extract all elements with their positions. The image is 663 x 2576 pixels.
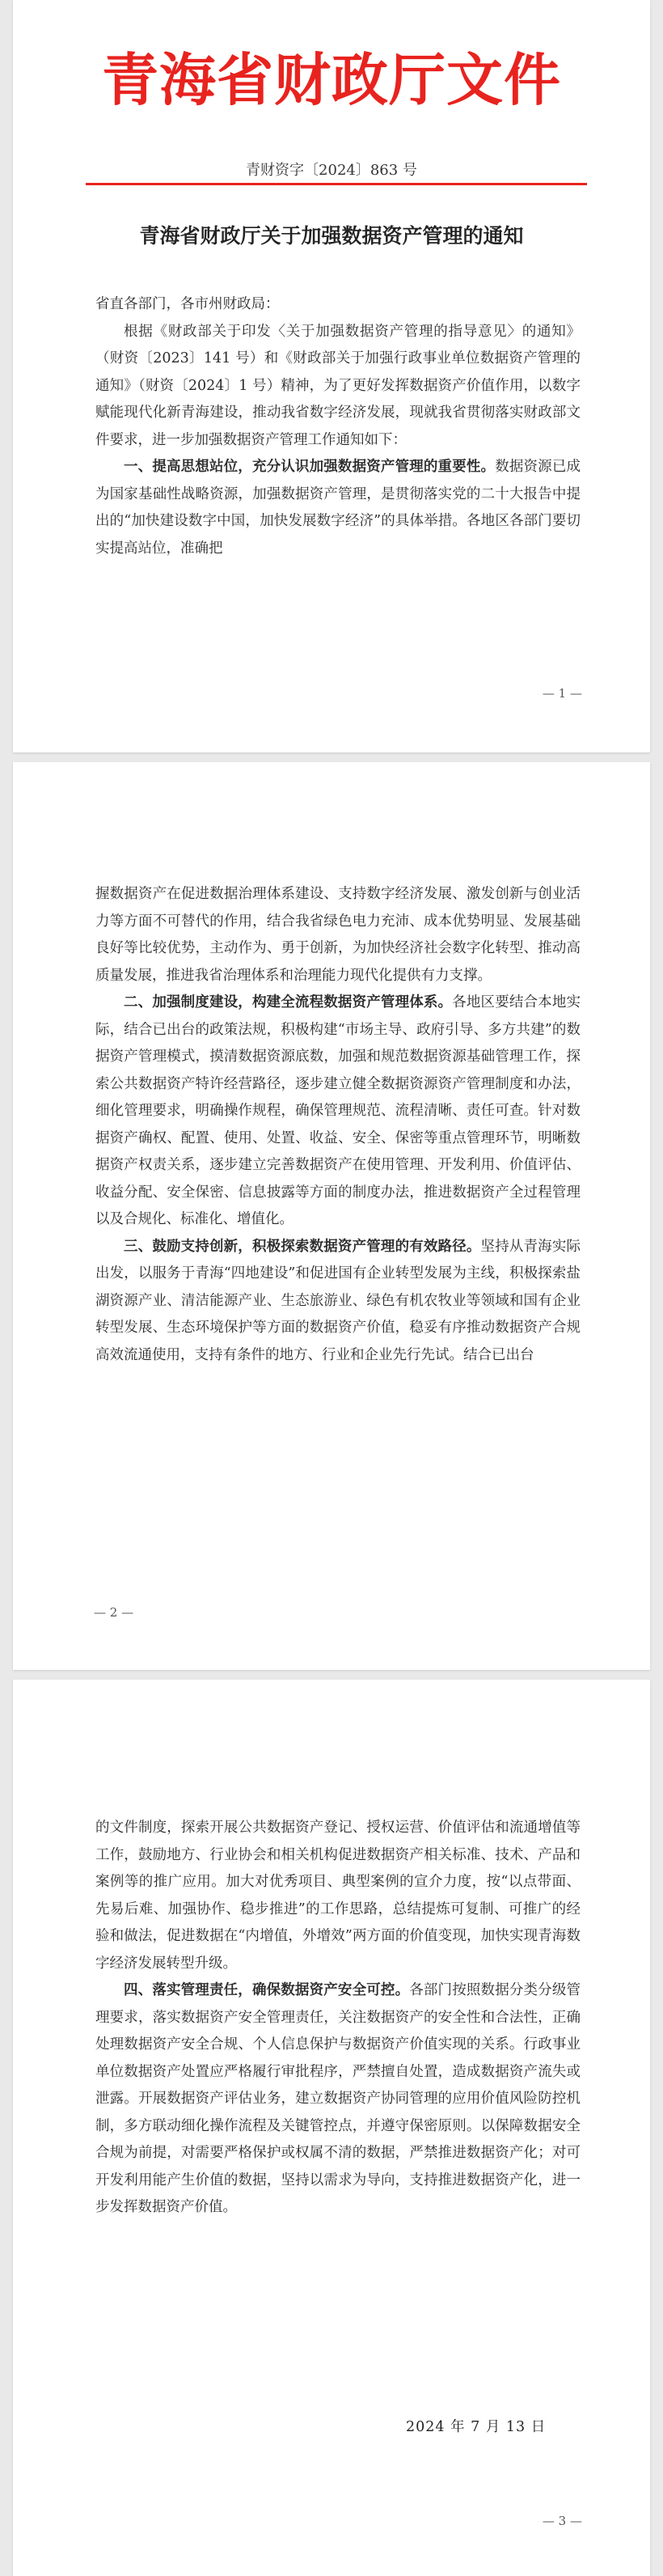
signature-date: 2024 年 7 月 13 日 [406, 2419, 547, 2435]
section-1-paragraph [95, 454, 581, 562]
section-2-heading: 二、加强制度建设，构建全流程数据资产管理体系。 [124, 994, 453, 1010]
section-2-body: 各地区要结合本地实际，结合已出台的政策法规，积极构建“市场主导、政府引导、多方共建”的数据资产管理模式，摸清数据资源底数，加强和规范数据资源基础管理工作，探索公共数据资产特许经营路径，逐步建立健全数据资源资产管理制度和办法，细化管理要求，明确操作规程，确保管理规范、流程清晰、责任可查。针对数据资产确权、配置、使用、处置、收益、安全、保密等重点管理环节，明晰数据资产权责关系，逐步建立完善数据资产在使用管理、开发利用、价值评估、收益分配、安全保密、信息披露等方面的制度办法，推进数据资产全过程管理以及合规化、标准化、增值化。 [95, 994, 581, 1227]
page-1-body [95, 291, 581, 562]
notice-title: 青海省财政厅关于加强数据资产管理的通知 [139, 224, 524, 248]
document-number: 青财资字〔2024〕863 号 [246, 162, 417, 179]
page-3-body [95, 1815, 581, 2222]
salutation: 省直各部门，各市州财政局： [95, 296, 280, 312]
document-page-3 [13, 1680, 650, 2576]
intro-paragraph: 根据《财政部关于印发〈关于加强数据资产管理的指导意见〉的通知》（财资〔2023〕141 号）和《财政部关于加强行政事业单位数据资产管理的通知》（财资〔2024〕1 号）精神，为了更好发挥数据资产价值作用，以数字赋能现代化新青海建设，推动我省数字经济发展，现就我省贯彻落实财政部文件要求，进一步加强数据资产管理工作通知如下： [95, 323, 581, 448]
section-2-paragraph [95, 989, 581, 1234]
document-page-2 [13, 762, 650, 1670]
continuation-paragraph: 的文件制度，探索开展公共数据资产登记、授权运营、价值评估和流通增值等工作，鼓励地方、行业协会和相关机构促进数据资产相关标准、技术、产品和案例等的推广应用。加大对优秀项目、典型案例的宣介力度，按“以点带面、先易后难、加强协作、稳步推进”的工作思路，总结提炼可复制、可推广的经验和做法，促进数据在“内增值，外增效”两方面的价值变现，加快实现青海数字经济发展转型升级。 [95, 1820, 581, 1972]
section-1-body: 数据资源已成为国家基础性战略资源，加强数据资产管理，是贯彻落实党的二十大报告中提出的“加快建设数字中国，加快发展数字经济”的具体举措。各地区各部门要切实提高站位，准确把 [95, 459, 581, 557]
section-4-body: 各部门按照数据分类分级管理要求，落实数据资产安全管理责任，关注数据资产的安全性和合法性，正确处理数据资产安全合规、个人信息保护与数据资产价值实现的关系。行政事业单位数据资产处置应严格履行审批程序，严禁擅自处置，造成数据资产流失或泄露。开展数据资产评估业务，建立数据资产协同管理的应用价值风险防控机制，多方联动细化操作流程及关键管控点，并遵守保密原则。以保障数据安全合规为前提，对需要严格保护或权属不清的数据，严禁推进数据资产化；对可开发利用能产生价值的数据，坚持以需求为导向，支持推进数据资产化，进一步发挥数据资产价值。 [95, 1982, 581, 2215]
document-page-1 [13, 0, 650, 752]
section-4-heading: 四、落实管理责任，确保数据资产安全可控。 [124, 1982, 410, 1998]
document-header-title: 青海省财政厅文件 [102, 46, 561, 113]
page-number: — 2 — [94, 1605, 134, 1620]
page-number: — 1 — [542, 686, 582, 701]
section-3-body: 坚持从青海实际出发，以服务于青海“四地建设”和促进国有企业转型发展为主线，积极探索盐湖资源产业、清洁能源产业、生态旅游业、绿色有机农牧业等领域和国有企业转型发展、生态环境保护等方面的数据资产价值，稳妥有序推动数据资产合规高效流通使用，支持有条件的地方、行业和企业先行先试。结合已出台 [95, 1238, 581, 1363]
page-number: — 3 — [542, 2514, 582, 2528]
section-1-heading: 一、提高思想站位，充分认识加强数据资产管理的重要性。 [124, 459, 496, 475]
continuation-paragraph: 握数据资产在促进数据治理体系建设、支持数字经济发展、激发创新与创业活力等方面不可替代的作用，结合我省绿色电力充沛、成本优势明显、发展基础良好等比较优势，主动作为、勇于创新，为加快经济社会数字化转型、推动高质量发展，推进我省治理体系和治理能力现代化提供有力支撑。 [95, 886, 581, 984]
page-2-body [95, 881, 581, 1369]
section-4-paragraph [95, 1977, 581, 2222]
section-3-heading: 三、鼓励支持创新，积极探索数据资产管理的有效路径。 [124, 1238, 481, 1255]
section-3-paragraph [95, 1234, 581, 1370]
red-divider-line [86, 183, 587, 185]
